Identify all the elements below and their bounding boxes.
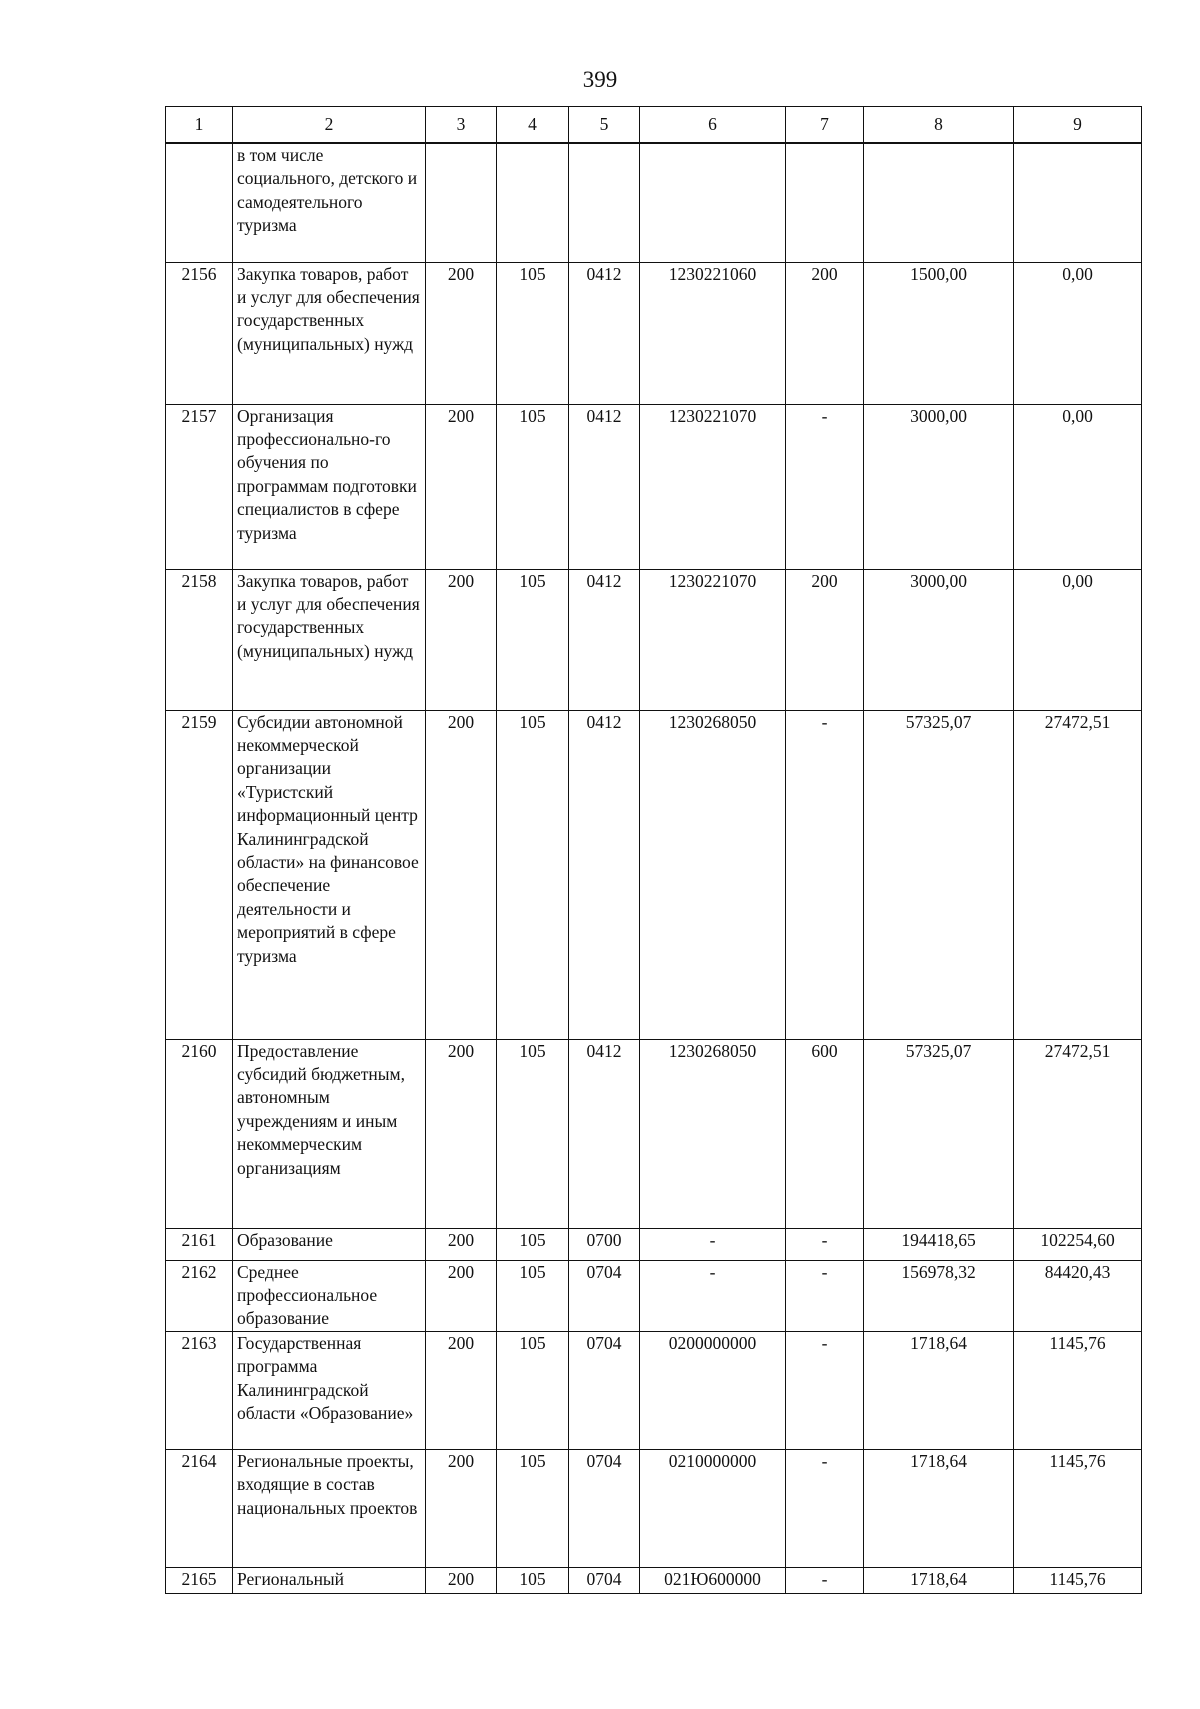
- cell-col6: 0200000000: [640, 1331, 786, 1449]
- page-number: 399: [582, 67, 618, 92]
- row-number: 2156: [166, 262, 233, 404]
- cell-col6: -: [640, 1228, 786, 1260]
- row-name: Среднее профессиональное образование: [233, 1260, 426, 1331]
- table-row: [166, 1039, 1142, 1228]
- cell-col7: 200: [786, 569, 864, 710]
- cell-col8: 1500,00: [864, 262, 1014, 404]
- row-number: 2162: [166, 1260, 233, 1331]
- cell-col6: -: [640, 1260, 786, 1331]
- cell-col3: 200: [426, 569, 497, 710]
- table-row: [166, 569, 1142, 710]
- cell-col5: 0412: [569, 1039, 640, 1228]
- budget-table: [165, 106, 1142, 1594]
- cell-col8: [864, 143, 1014, 262]
- row-number: 2160: [166, 1039, 233, 1228]
- cell-col3: [426, 143, 497, 262]
- row-name: Организация профессионально-го обучения по программам подготовки специалистов в сфере туризма: [233, 404, 426, 569]
- row-number: 2161: [166, 1228, 233, 1260]
- cell-col4: 105: [497, 710, 569, 1039]
- cell-col9: 102254,60: [1014, 1228, 1142, 1260]
- cell-col3: 200: [426, 1260, 497, 1331]
- row-name: Региональный: [233, 1567, 426, 1593]
- cell-col6: 021Ю600000: [640, 1567, 786, 1593]
- cell-col9: 84420,43: [1014, 1260, 1142, 1331]
- column-header: 7: [786, 107, 864, 144]
- cell-col7: [786, 143, 864, 262]
- column-header: 9: [1014, 107, 1142, 144]
- table-row: [166, 1228, 1142, 1260]
- cell-col9: 1145,76: [1014, 1331, 1142, 1449]
- cell-col9: 1145,76: [1014, 1449, 1142, 1567]
- table-row: [166, 1331, 1142, 1449]
- cell-col9: 0,00: [1014, 404, 1142, 569]
- cell-col6: 1230221070: [640, 569, 786, 710]
- row-number: 2159: [166, 710, 233, 1039]
- cell-col4: 105: [497, 569, 569, 710]
- cell-col7: -: [786, 1228, 864, 1260]
- table-row: [166, 262, 1142, 404]
- row-number: [166, 143, 233, 262]
- cell-col8: 156978,32: [864, 1260, 1014, 1331]
- column-header: 3: [426, 107, 497, 144]
- row-name: Образование: [233, 1228, 426, 1260]
- cell-col6: 1230221060: [640, 262, 786, 404]
- row-number: 2158: [166, 569, 233, 710]
- table-row: [166, 1260, 1142, 1331]
- row-number: 2164: [166, 1449, 233, 1567]
- cell-col3: 200: [426, 1228, 497, 1260]
- cell-col9: 0,00: [1014, 569, 1142, 710]
- row-number: 2165: [166, 1567, 233, 1593]
- cell-col8: 3000,00: [864, 404, 1014, 569]
- cell-col7: -: [786, 404, 864, 569]
- cell-col3: 200: [426, 1331, 497, 1449]
- cell-col7: -: [786, 1260, 864, 1331]
- cell-col4: 105: [497, 262, 569, 404]
- row-name: Предоставление субсидий бюджетным, автономным учреждениям и иным некоммерческим организациям: [233, 1039, 426, 1228]
- cell-col6: 1230268050: [640, 1039, 786, 1228]
- cell-col9: 27472,51: [1014, 1039, 1142, 1228]
- row-name: Закупка товаров, работ и услуг для обеспечения государственных (муниципальных) нужд: [233, 262, 426, 404]
- column-header: 1: [166, 107, 233, 144]
- cell-col6: [640, 143, 786, 262]
- cell-col4: 105: [497, 1449, 569, 1567]
- row-number: 2163: [166, 1331, 233, 1449]
- cell-col5: 0700: [569, 1228, 640, 1260]
- table-row: [166, 1567, 1142, 1593]
- table-row: [166, 710, 1142, 1039]
- cell-col6: 1230268050: [640, 710, 786, 1039]
- cell-col9: [1014, 143, 1142, 262]
- cell-col5: 0704: [569, 1567, 640, 1593]
- column-header: 2: [233, 107, 426, 144]
- row-number: 2157: [166, 404, 233, 569]
- cell-col7: 200: [786, 262, 864, 404]
- cell-col3: 200: [426, 1567, 497, 1593]
- cell-col9: 27472,51: [1014, 710, 1142, 1039]
- cell-col6: 1230221070: [640, 404, 786, 569]
- cell-col3: 200: [426, 710, 497, 1039]
- table-row: [166, 404, 1142, 569]
- cell-col4: 105: [497, 1567, 569, 1593]
- cell-col3: 200: [426, 1039, 497, 1228]
- cell-col8: 1718,64: [864, 1567, 1014, 1593]
- cell-col6: 0210000000: [640, 1449, 786, 1567]
- cell-col9: 1145,76: [1014, 1567, 1142, 1593]
- cell-col4: 105: [497, 1228, 569, 1260]
- cell-col8: 57325,07: [864, 710, 1014, 1039]
- cell-col8: 194418,65: [864, 1228, 1014, 1260]
- cell-col5: 0704: [569, 1331, 640, 1449]
- cell-col9: 0,00: [1014, 262, 1142, 404]
- row-name: Государственная программа Калининградской области «Образование»: [233, 1331, 426, 1449]
- column-header: 4: [497, 107, 569, 144]
- header-row: [166, 107, 1142, 144]
- cell-col5: [569, 143, 640, 262]
- cell-col7: -: [786, 710, 864, 1039]
- cell-col4: 105: [497, 1260, 569, 1331]
- column-header: 5: [569, 107, 640, 144]
- cell-col5: 0704: [569, 1449, 640, 1567]
- cell-col4: 105: [497, 1331, 569, 1449]
- cell-col4: 105: [497, 1039, 569, 1228]
- cell-col8: 1718,64: [864, 1449, 1014, 1567]
- cell-col8: 3000,00: [864, 569, 1014, 710]
- cell-col3: 200: [426, 262, 497, 404]
- cell-col5: 0412: [569, 710, 640, 1039]
- column-header: 6: [640, 107, 786, 144]
- cell-col3: 200: [426, 404, 497, 569]
- cell-col3: 200: [426, 1449, 497, 1567]
- cell-col7: -: [786, 1567, 864, 1593]
- cell-col4: 105: [497, 404, 569, 569]
- cell-col5: 0412: [569, 569, 640, 710]
- cell-col7: -: [786, 1331, 864, 1449]
- cell-col5: 0412: [569, 262, 640, 404]
- cell-col4: [497, 143, 569, 262]
- cell-col7: 600: [786, 1039, 864, 1228]
- cell-col5: 0704: [569, 1260, 640, 1331]
- row-name: Региональные проекты, входящие в состав национальных проектов: [233, 1449, 426, 1567]
- cell-col5: 0412: [569, 404, 640, 569]
- cell-col8: 57325,07: [864, 1039, 1014, 1228]
- row-name: в том числе социального, детского и самодеятельного туризма: [233, 143, 426, 262]
- cell-col8: 1718,64: [864, 1331, 1014, 1449]
- cell-col7: -: [786, 1449, 864, 1567]
- row-name: Субсидии автономной некоммерческой организации «Туристский информационный центр Калининградской области» на финансовое обеспечение деятельности и мероприятий в сфере туризма: [233, 710, 426, 1039]
- column-header: 8: [864, 107, 1014, 144]
- table-row: [166, 143, 1142, 262]
- table-row: [166, 1449, 1142, 1567]
- row-name: Закупка товаров, работ и услуг для обеспечения государственных (муниципальных) нужд: [233, 569, 426, 710]
